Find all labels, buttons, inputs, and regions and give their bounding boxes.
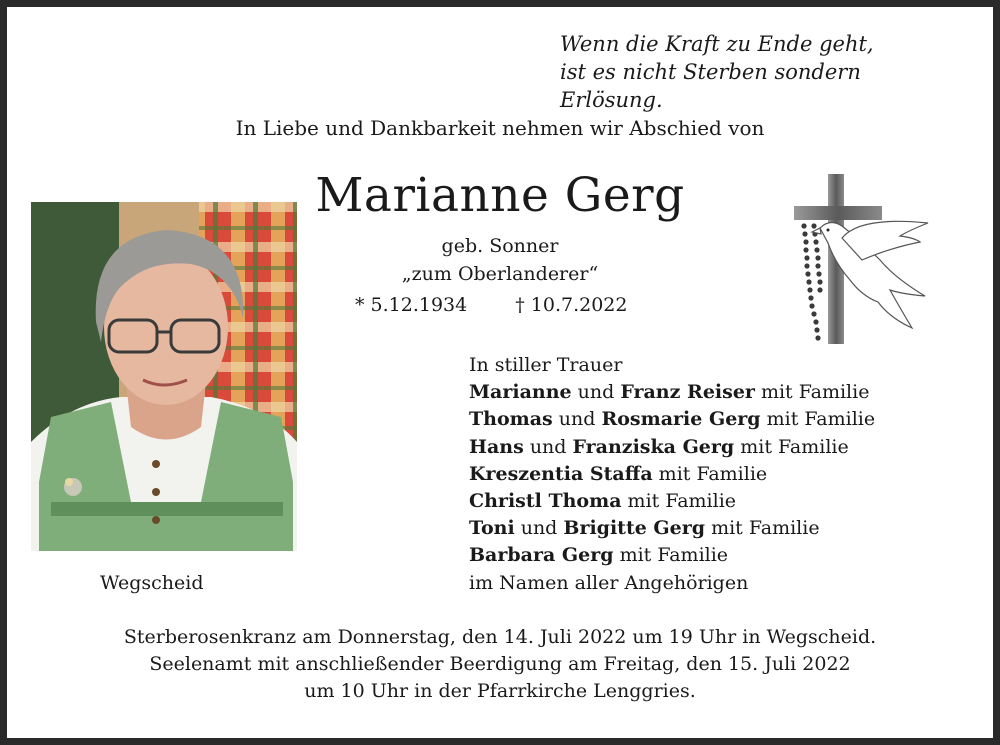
list-item [469,434,875,461]
mourner-suffix: mit Familie [705,517,820,540]
mourner-name: Toni [469,517,515,540]
mourner-name: Thomas [469,408,553,431]
list-item [469,461,875,488]
mourner-name: Franziska Gerg [572,435,735,458]
service-line-2: Seelenamt mit anschließender Beerdigung am Freitag, den 15. Juli 2022 [149,653,851,675]
motto-line-2: ist es nicht Sterben sondern Erlösung. [560,60,861,112]
mourner-suffix: mit Familie [613,544,729,567]
mourner-suffix: mit Familie [734,435,849,458]
birth-date: * 5.12.1934 [355,294,468,316]
list-item [469,406,875,433]
intro-text: In Liebe und Dankbarkeit nehmen wir Abschied von [235,116,765,140]
mourner-name: Rosmarie Gerg [601,408,761,431]
service-line-3: um 10 Uhr in der Pfarrkirche Lenggries. [304,680,696,702]
mourner-connector: und [523,435,573,458]
list-item [469,379,875,406]
motto-quote [560,30,960,114]
life-dates [355,294,628,316]
mourner-name: Barbara Gerg [469,544,614,567]
mourners-closing: im Namen aller Angehörigen [469,571,749,594]
mourner-suffix: mit Familie [754,381,870,404]
mourners-list [469,352,875,597]
mourner-name: Kreszentia Staffa [469,462,653,485]
service-line-1: Sterberosenkranz am Donnerstag, den 14. Juli 2022 um 19 Uhr in Wegscheid. [123,626,877,648]
place-name: Wegscheid [100,572,204,594]
portrait-photo [31,202,297,551]
mourner-connector: und [514,517,564,540]
mourner-connector: und [571,381,621,404]
mourner-name: Marianne [469,381,572,404]
death-date: † 10.7.2022 [515,294,628,316]
mourner-name: Christl Thoma [469,490,622,513]
nickname: „zum Oberlanderer“ [401,263,599,285]
birth-name: geb. Sonner [441,235,559,257]
mourner-suffix: mit Familie [621,490,737,513]
motto-line-1: Wenn die Kraft zu Ende geht, [560,32,874,56]
list-item [469,488,875,515]
list-item [469,515,875,542]
mourner-suffix: mit Familie [760,408,876,431]
mourner-name: Franz Reiser [620,381,755,404]
service-info [0,624,1000,705]
cross-dove-rosary-icon [790,168,940,353]
deceased-name: Marianne Gerg [315,168,685,223]
mourner-name: Brigitte Gerg [563,517,706,540]
mourner-connector: und [552,408,602,431]
mourner-name: Hans [469,435,524,458]
mourners-heading: In stiller Trauer [469,354,623,376]
list-item [469,542,875,569]
mourner-suffix: mit Familie [652,462,768,485]
